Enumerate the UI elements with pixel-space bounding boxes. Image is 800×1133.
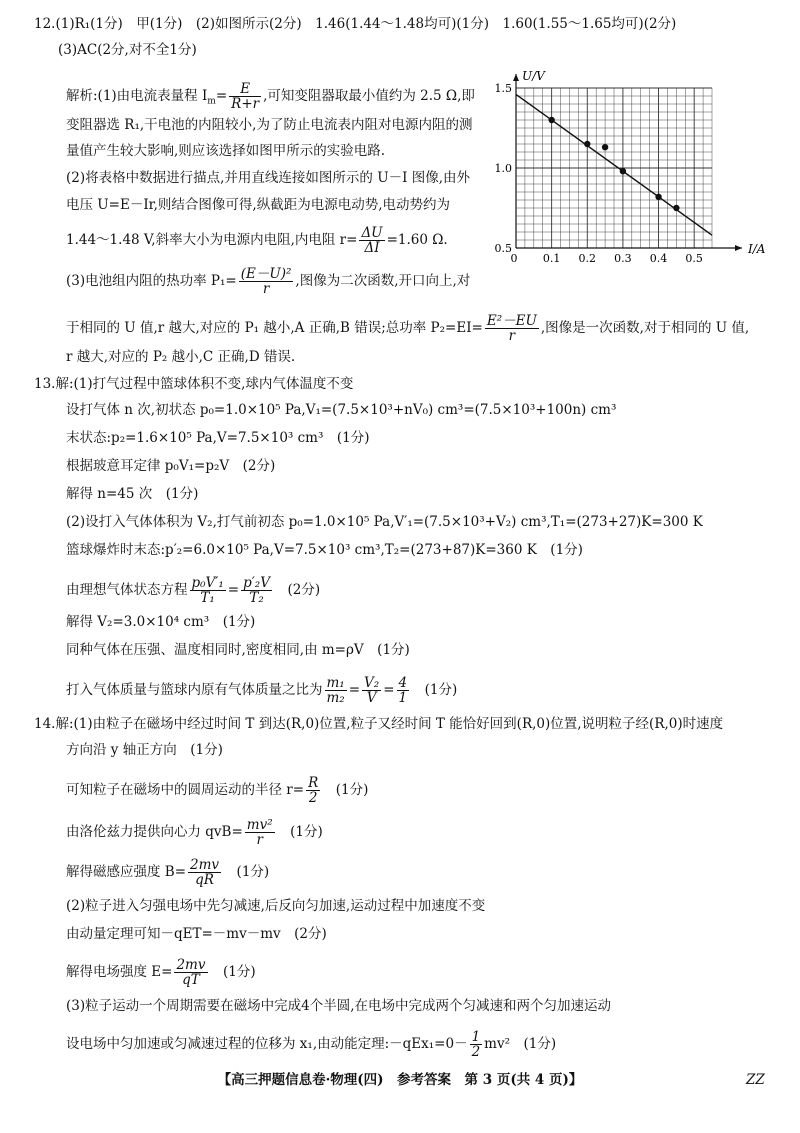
q14-line-1: 14.解:(1)由粒子在磁场中经过时间 T 到达(R,0)位置,粒子又经时间 T 能恰好回到(R,0)位置,说明粒子经(R,0)时速度	[34, 716, 724, 732]
q14-line-6: (2)粒子进入匀强电场中先匀减速,后反向匀加速,运动过程中加速度不变	[66, 898, 486, 914]
data-point	[655, 194, 661, 200]
q13-line-8: 由理想气体状态方程 $\frac{\text{p₀V′₁}}{\text{T₁}}$ = $\frac{\text{p′₂V}}{\text{T₂}}$ (2分)	[66, 575, 321, 606]
q12-line-1: 12.(1)R₁(1分) 甲(1分) (2)如图所示(2分) 1.46(1.44～1.48均可)(1分) 1.60(1.55～1.65均可)(2分)	[34, 16, 677, 32]
x-axis-label: I/A	[748, 242, 766, 256]
data-point	[673, 205, 679, 211]
q14-line-2: 方向沿 y 轴正方向 (1分)	[66, 742, 223, 758]
q13-line-7: 篮球爆炸时末态:p′₂=6.0×10⁵ Pa,V=7.5×10³ cm³,T₂=(273+87)K=360 K (1分)	[66, 542, 583, 558]
q12-analysis-5: 电压 U=E－Ir,则结合图像可得,纵截距为电源电动势,电动势约为	[66, 197, 451, 213]
q14-line-4: 由洛伦兹力提供向心力 qvB= $\frac{\text{mv²}}{r}$ (1分)	[66, 817, 323, 848]
q13-line-9: 解得 V₂=3.0×10⁴ cm³ (1分)	[66, 614, 256, 630]
q13-line-3: 末状态:p₂=1.6×10⁵ Pa,V=7.5×10³ cm³ (1分)	[66, 430, 370, 446]
y-tick-label: 1.5	[494, 82, 512, 95]
y-axis-arrow	[513, 74, 519, 81]
page-footer: 【高三押题信息卷·物理(四) 参考答案 第 3 页(共 4 页)】	[217, 1072, 583, 1088]
x-tick-label: 0.5	[685, 252, 703, 265]
q12-line-2: (3)AC(2分,对不全1分)	[58, 42, 197, 58]
q12-analysis-9: r 越大,对应的 P₂ 越小,C 正确,D 错误.	[66, 349, 296, 365]
q13-line-11: 打入气体质量与篮球内原有气体质量之比为 $\frac{\text{m₁}}{\text{m₂}}$ = $\frac{\text{V₂}}{V}$ = $\frac{4}{1}$ (1分)	[66, 675, 458, 706]
data-point	[602, 144, 608, 150]
x-tick-label: 0.2	[578, 252, 597, 265]
q12-analysis-4: (2)将表格中数据进行描点,并用直线连接如图所示的 U－I 图像,由外	[66, 170, 470, 186]
q12-analysis-1: 解析:(1)由电流表量程 $I_m=$ $\frac{E}{R+r}$ ,可知变阻器取最小值约为 2.5 Ω,即	[66, 81, 475, 112]
q14-line-10: 设电场中匀加速或匀减速过程的位移为 x₁,由动能定理:－qEx₁=0－ $\frac{1}{2}$ mv² (1分)	[66, 1029, 557, 1060]
q14-line-5: 解得磁感应强度 B= $\frac{2mv}{qR}$ (1分)	[66, 857, 270, 888]
x-tick-label: 0.3	[614, 252, 632, 265]
q13-line-2: 设打气体 n 次,初状态 p₀=1.0×10⁵ Pa,V₁=(7.5×10³+nV₀) cm³=(7.5×10³+100n) cm³	[66, 402, 617, 418]
q14-line-9: (3)粒子运动一个周期需要在磁场中完成4个半圆,在电场中完成两个匀减速和两个匀加速运动	[66, 998, 612, 1014]
q12-analysis-2: 变阻器选 R₁,干电池的内阻较小,为了防止电流表内阻对电源内阻的测	[66, 117, 473, 133]
q12-analysis-6: 1.44～1.48 V,斜率大小为电源内电阻,内电阻 r= $\frac{\Delta U}{\Delta I}$ =1.60 Ω.	[66, 225, 448, 256]
q12-analysis-3: 量值产生较大影响,则应该选择如图甲所示的实验电路.	[66, 143, 386, 159]
q13-line-4: 根据玻意耳定律 p₀V₁=p₂V (2分)	[66, 458, 276, 474]
q13-line-10: 同种气体在压强、温度相同时,密度相同,由 m=ρV (1分)	[66, 642, 410, 658]
q12-analysis-8: 于相同的 U 值,r 越大,对应的 P₁ 越小,A 正确,B 错误;总功率 P₂=EI= $\frac{\text{E²－EU}}{r}$ ,图像是一次函数,对于相同的 U 值,	[66, 313, 750, 344]
footer-code: ZZ	[746, 1072, 765, 1088]
q12-analysis-7: (3)电池组内阻的热功率 P₁= $\frac{\text{(E－U)²}}{r}$ ,图像为二次函数,开口向上,对	[66, 266, 471, 297]
data-point	[548, 117, 554, 123]
data-point	[584, 141, 590, 147]
origin-label: 0	[510, 252, 518, 265]
q14-line-3: 可知粒子在磁场中的圆周运动的半径 r= $\frac{R}{2}$ (1分)	[66, 775, 369, 806]
q14-line-8: 解得电场强度 E= $\frac{2mv}{qT}$ (1分)	[66, 957, 256, 988]
q14-line-7: 由动量定理可知－qET=－mv－mv (2分)	[66, 926, 327, 942]
data-point	[620, 168, 626, 174]
x-axis-arrow	[735, 245, 742, 251]
q13-line-6: (2)设打入气体体积为 V₂,打气前初态 p₀=1.0×10⁵ Pa,V′₁=(7.5×10³+V₂) cm³,T₁=(273+27)K=300 K	[66, 514, 703, 530]
y-axis-label: U/V	[522, 69, 545, 83]
y-tick-label: 1.0	[494, 162, 512, 175]
x-tick-label: 0.1	[542, 252, 561, 265]
y-tick-label: 0.5	[494, 242, 512, 255]
x-tick-label: 0.4	[649, 252, 668, 265]
q13-line-5: 解得 n=45 次 (1分)	[66, 486, 199, 502]
u-i-graph	[492, 66, 772, 276]
q13-line-1: 13.解:(1)打气过程中篮球体积不变,球内气体温度不变	[34, 376, 354, 392]
